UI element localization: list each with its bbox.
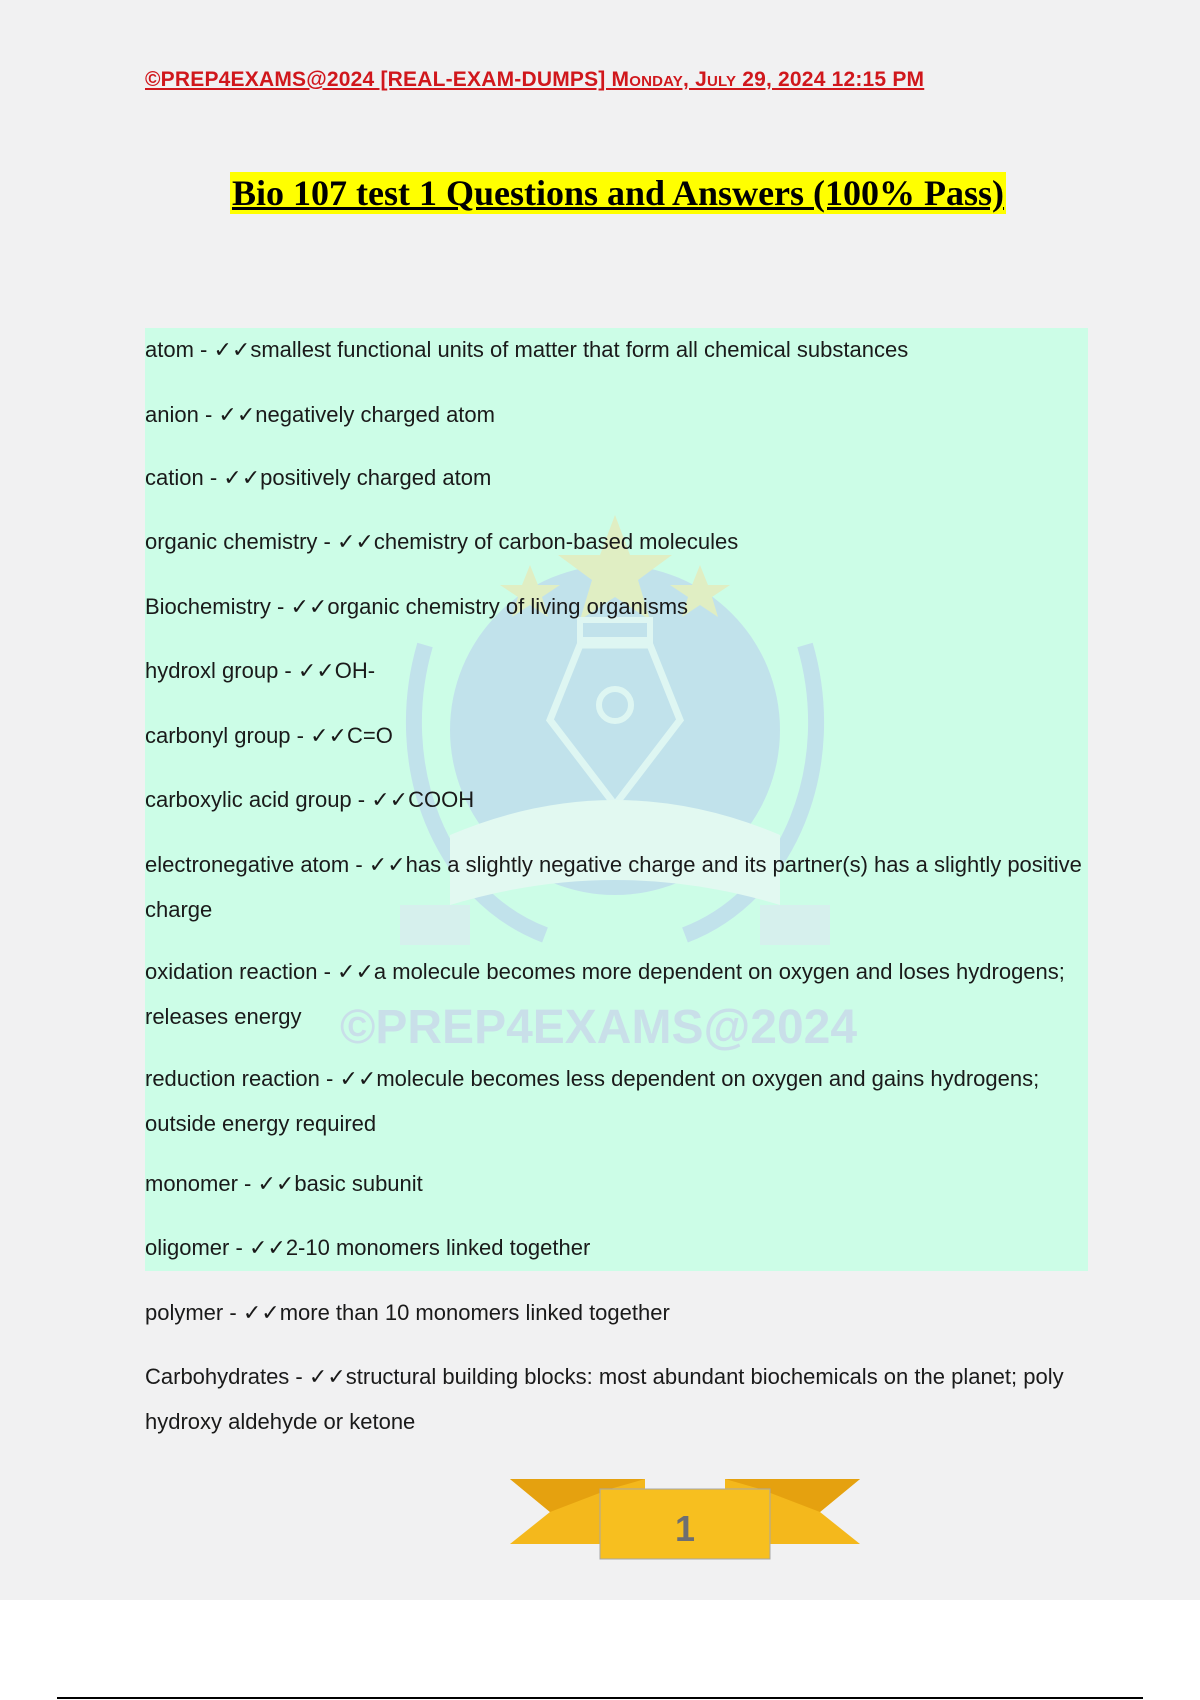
entry-separator: -	[290, 723, 311, 748]
entry-definition: organic chemistry of living organisms	[327, 594, 689, 619]
check-icon: ✓✓	[213, 337, 251, 362]
entry-term: Biochemistry	[145, 594, 271, 619]
check-icon: ✓✓	[248, 1235, 286, 1260]
entry-separator: -	[198, 402, 219, 427]
entry-term: carboxylic acid group	[145, 787, 352, 812]
entry-separator: -	[193, 337, 214, 362]
check-icon: ✓✓	[336, 529, 374, 554]
watermark-text: ©PREP4EXAMS@2024	[340, 1001, 858, 1054]
entry-definition: structural building blocks: most abundant biochemicals on the planet; poly hydroxy aldehyde or ketone	[145, 1364, 1064, 1434]
list-item	[145, 949, 1095, 1039]
entry-separator: -	[223, 1300, 243, 1325]
entry-term: oxidation reaction	[145, 959, 318, 984]
list-item	[145, 842, 1095, 932]
list-item	[145, 392, 1095, 437]
entry-separator: -	[237, 1171, 258, 1196]
entry-definition: positively charged atom	[260, 465, 492, 490]
list-item	[145, 713, 1095, 758]
entry-term: hydroxl group	[145, 658, 279, 683]
check-icon: ✓✓	[242, 1300, 280, 1325]
entry-separator: -	[270, 594, 291, 619]
entry-separator: -	[317, 959, 338, 984]
entry-separator: -	[278, 658, 298, 683]
list-item	[145, 1290, 1095, 1335]
entry-separator: -	[229, 1235, 249, 1260]
entry-separator: -	[351, 787, 372, 812]
check-icon: ✓✓	[223, 465, 261, 490]
entry-definition: molecule becomes less dependent on oxygen and gains hydrogens; outside energy required	[145, 1066, 1040, 1136]
check-icon: ✓✓	[297, 658, 335, 683]
entry-definition: a molecule becomes more dependent on oxygen and loses hydrogens; releases energy	[145, 959, 1065, 1029]
header-brand: ©PREP4EXAMS@2024 [REAL-EXAM-DUMPS]	[145, 68, 612, 91]
entry-separator: -	[349, 852, 369, 877]
list-item	[145, 1161, 1095, 1206]
check-icon: ✓✓	[310, 723, 347, 748]
page-number-ribbon-icon	[510, 1474, 860, 1564]
entry-separator: -	[317, 529, 337, 554]
list-item	[145, 584, 1095, 629]
entry-definition: OH-	[334, 658, 376, 683]
check-icon: ✓✓	[371, 787, 409, 812]
entry-term: electronegative atom	[145, 852, 350, 877]
entry-term: cation	[145, 465, 204, 490]
entry-definition: negatively charged atom	[255, 402, 495, 427]
title-container	[0, 172, 1200, 214]
entry-term: atom	[145, 337, 194, 362]
entry-term: polymer	[145, 1300, 224, 1325]
entry-term: organic chemistry	[145, 529, 318, 554]
check-icon: ✓✓	[339, 1066, 377, 1091]
entry-separator: -	[203, 465, 224, 490]
entry-separator: -	[289, 1364, 309, 1389]
entry-definition: has a slightly negative charge and its partner(s) has a slightly positive charge	[145, 852, 1082, 922]
entry-term: carbonyl group	[145, 723, 291, 748]
document-title: Bio 107 test 1 Questions and Answers (100% Pass)	[231, 173, 1005, 213]
header-timestamp: Monday, July 29, 2024 12:15 PM	[611, 68, 925, 91]
list-item	[145, 455, 1095, 500]
page-header	[145, 68, 924, 92]
list-item	[145, 519, 1095, 564]
entry-separator: -	[319, 1066, 340, 1091]
entry-definition: COOH	[408, 787, 475, 812]
entry-definition: 2-10 monomers linked together	[285, 1235, 591, 1260]
check-icon: ✓✓	[337, 959, 374, 984]
footer-divider	[57, 1697, 1143, 1699]
entry-definition: C=O	[346, 723, 393, 748]
list-item	[145, 648, 1095, 693]
check-icon: ✓✓	[308, 1364, 346, 1389]
list-item	[145, 1354, 1095, 1444]
list-item	[145, 777, 1095, 822]
check-icon: ✓✓	[257, 1171, 295, 1196]
entry-term: Carbohydrates	[145, 1364, 290, 1389]
list-item	[145, 1225, 1095, 1270]
entry-term: reduction reaction	[145, 1066, 320, 1091]
entry-definition: chemistry of carbon-based molecules	[373, 529, 739, 554]
entry-term: anion	[145, 402, 199, 427]
list-item	[145, 1056, 1095, 1146]
entry-definition: basic subunit	[294, 1171, 423, 1196]
check-icon: ✓✓	[218, 402, 256, 427]
entry-definition: smallest functional units of matter that form all chemical substances	[250, 337, 909, 362]
check-icon: ✓✓	[368, 852, 406, 877]
list-item	[145, 327, 1095, 372]
page-number: 1	[674, 1508, 696, 1549]
check-icon: ✓✓	[290, 594, 328, 619]
entry-term: monomer	[145, 1171, 238, 1196]
entry-definition: more than 10 monomers linked together	[279, 1300, 670, 1325]
entry-term: oligomer	[145, 1235, 230, 1260]
